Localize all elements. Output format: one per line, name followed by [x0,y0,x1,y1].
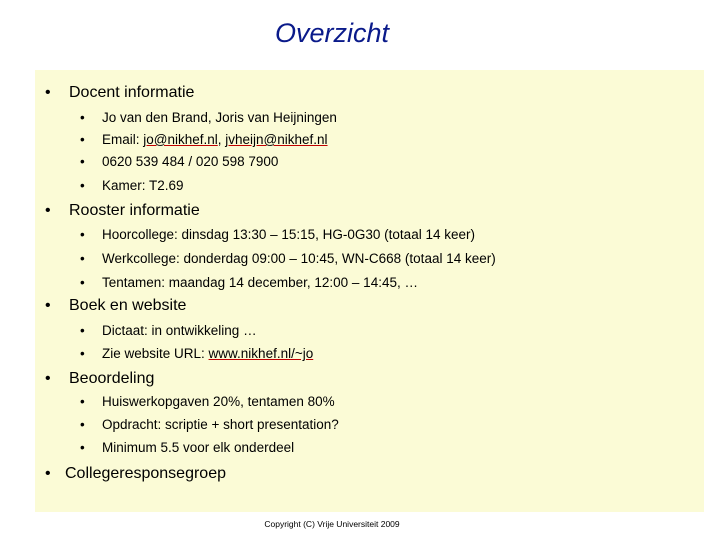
list-item-phone [80,153,278,171]
minimum-text: Minimum 5.5 voor elk onderdeel [102,440,295,455]
section-rooster-informatie [45,201,200,221]
bullet: • [80,440,85,455]
list-item-tentamen [80,274,418,292]
opdracht-text: Opdracht: scriptie + short presentation? [102,417,339,432]
section-label: Boek en website [69,297,187,314]
section-label: Docent informatie [69,84,195,101]
bullet: • [80,275,85,290]
weging-text: Huiswerkopgaven 20%, tentamen 80% [102,394,335,409]
bullet: • [45,84,51,101]
bullet: • [80,251,85,266]
list-item-minimum [80,439,294,457]
bullet: • [45,202,51,219]
bullet: • [80,178,85,193]
section-boek-en-website [45,296,186,316]
list-item-room [80,177,184,195]
dictaat-text: Dictaat: in ontwikkeling … [102,323,257,338]
list-item-hoorcollege [80,226,475,244]
copyright-footer: Copyright (C) Vrije Universiteit 2009 [264,519,400,529]
hoorcollege-text: Hoorcollege: dinsdag 13:30 – 15:15, HG-0G30 (totaal 14 keer) [102,227,475,242]
docent-names: Jo van den Brand, Joris van Heijningen [102,110,337,125]
email-separator: , [217,132,226,147]
tentamen-text: Tentamen: maandag 14 december, 12:00 – 14:45, … [102,275,418,290]
phone-numbers: 0620 539 484 / 020 598 7900 [102,154,279,169]
list-item-names [80,109,337,127]
website-prefix: Zie website URL: [102,346,209,361]
list-item-email [80,131,328,149]
slide-title: Overzicht [274,18,390,48]
bullet: • [80,154,85,169]
room-number: Kamer: T2.69 [102,178,184,193]
section-label: Collegeresponsegroep [65,465,226,482]
section-collegeresponsegroep [45,464,226,484]
list-item-website [80,345,313,363]
bullet: • [80,132,85,147]
bullet: • [80,417,85,432]
email-link-jvheijn[interactable]: jvheijn@nikhef.nl [225,132,328,147]
bullet: • [80,394,85,409]
email-link-jo[interactable]: jo@nikhef.nl [143,132,218,147]
list-item-weging [80,393,335,411]
werkcollege-text: Werkcollege: donderdag 09:00 – 10:45, WN-C668 (totaal 14 keer) [102,251,496,266]
section-label: Beoordeling [69,370,155,387]
list-item-opdracht [80,416,339,434]
list-item-dictaat [80,322,257,340]
website-link[interactable]: www.nikhef.nl/~jo [208,346,314,361]
email-prefix: Email: [102,132,144,147]
bullet: • [80,227,85,242]
bullet: • [80,110,85,125]
bullet: • [80,346,85,361]
section-beoordeling [45,369,154,389]
section-docent-informatie [45,83,194,103]
bullet: • [45,370,51,387]
bullet: • [45,465,51,482]
list-item-werkcollege [80,250,496,268]
bullet: • [45,297,51,314]
section-label: Rooster informatie [69,202,200,219]
bullet: • [80,323,85,338]
